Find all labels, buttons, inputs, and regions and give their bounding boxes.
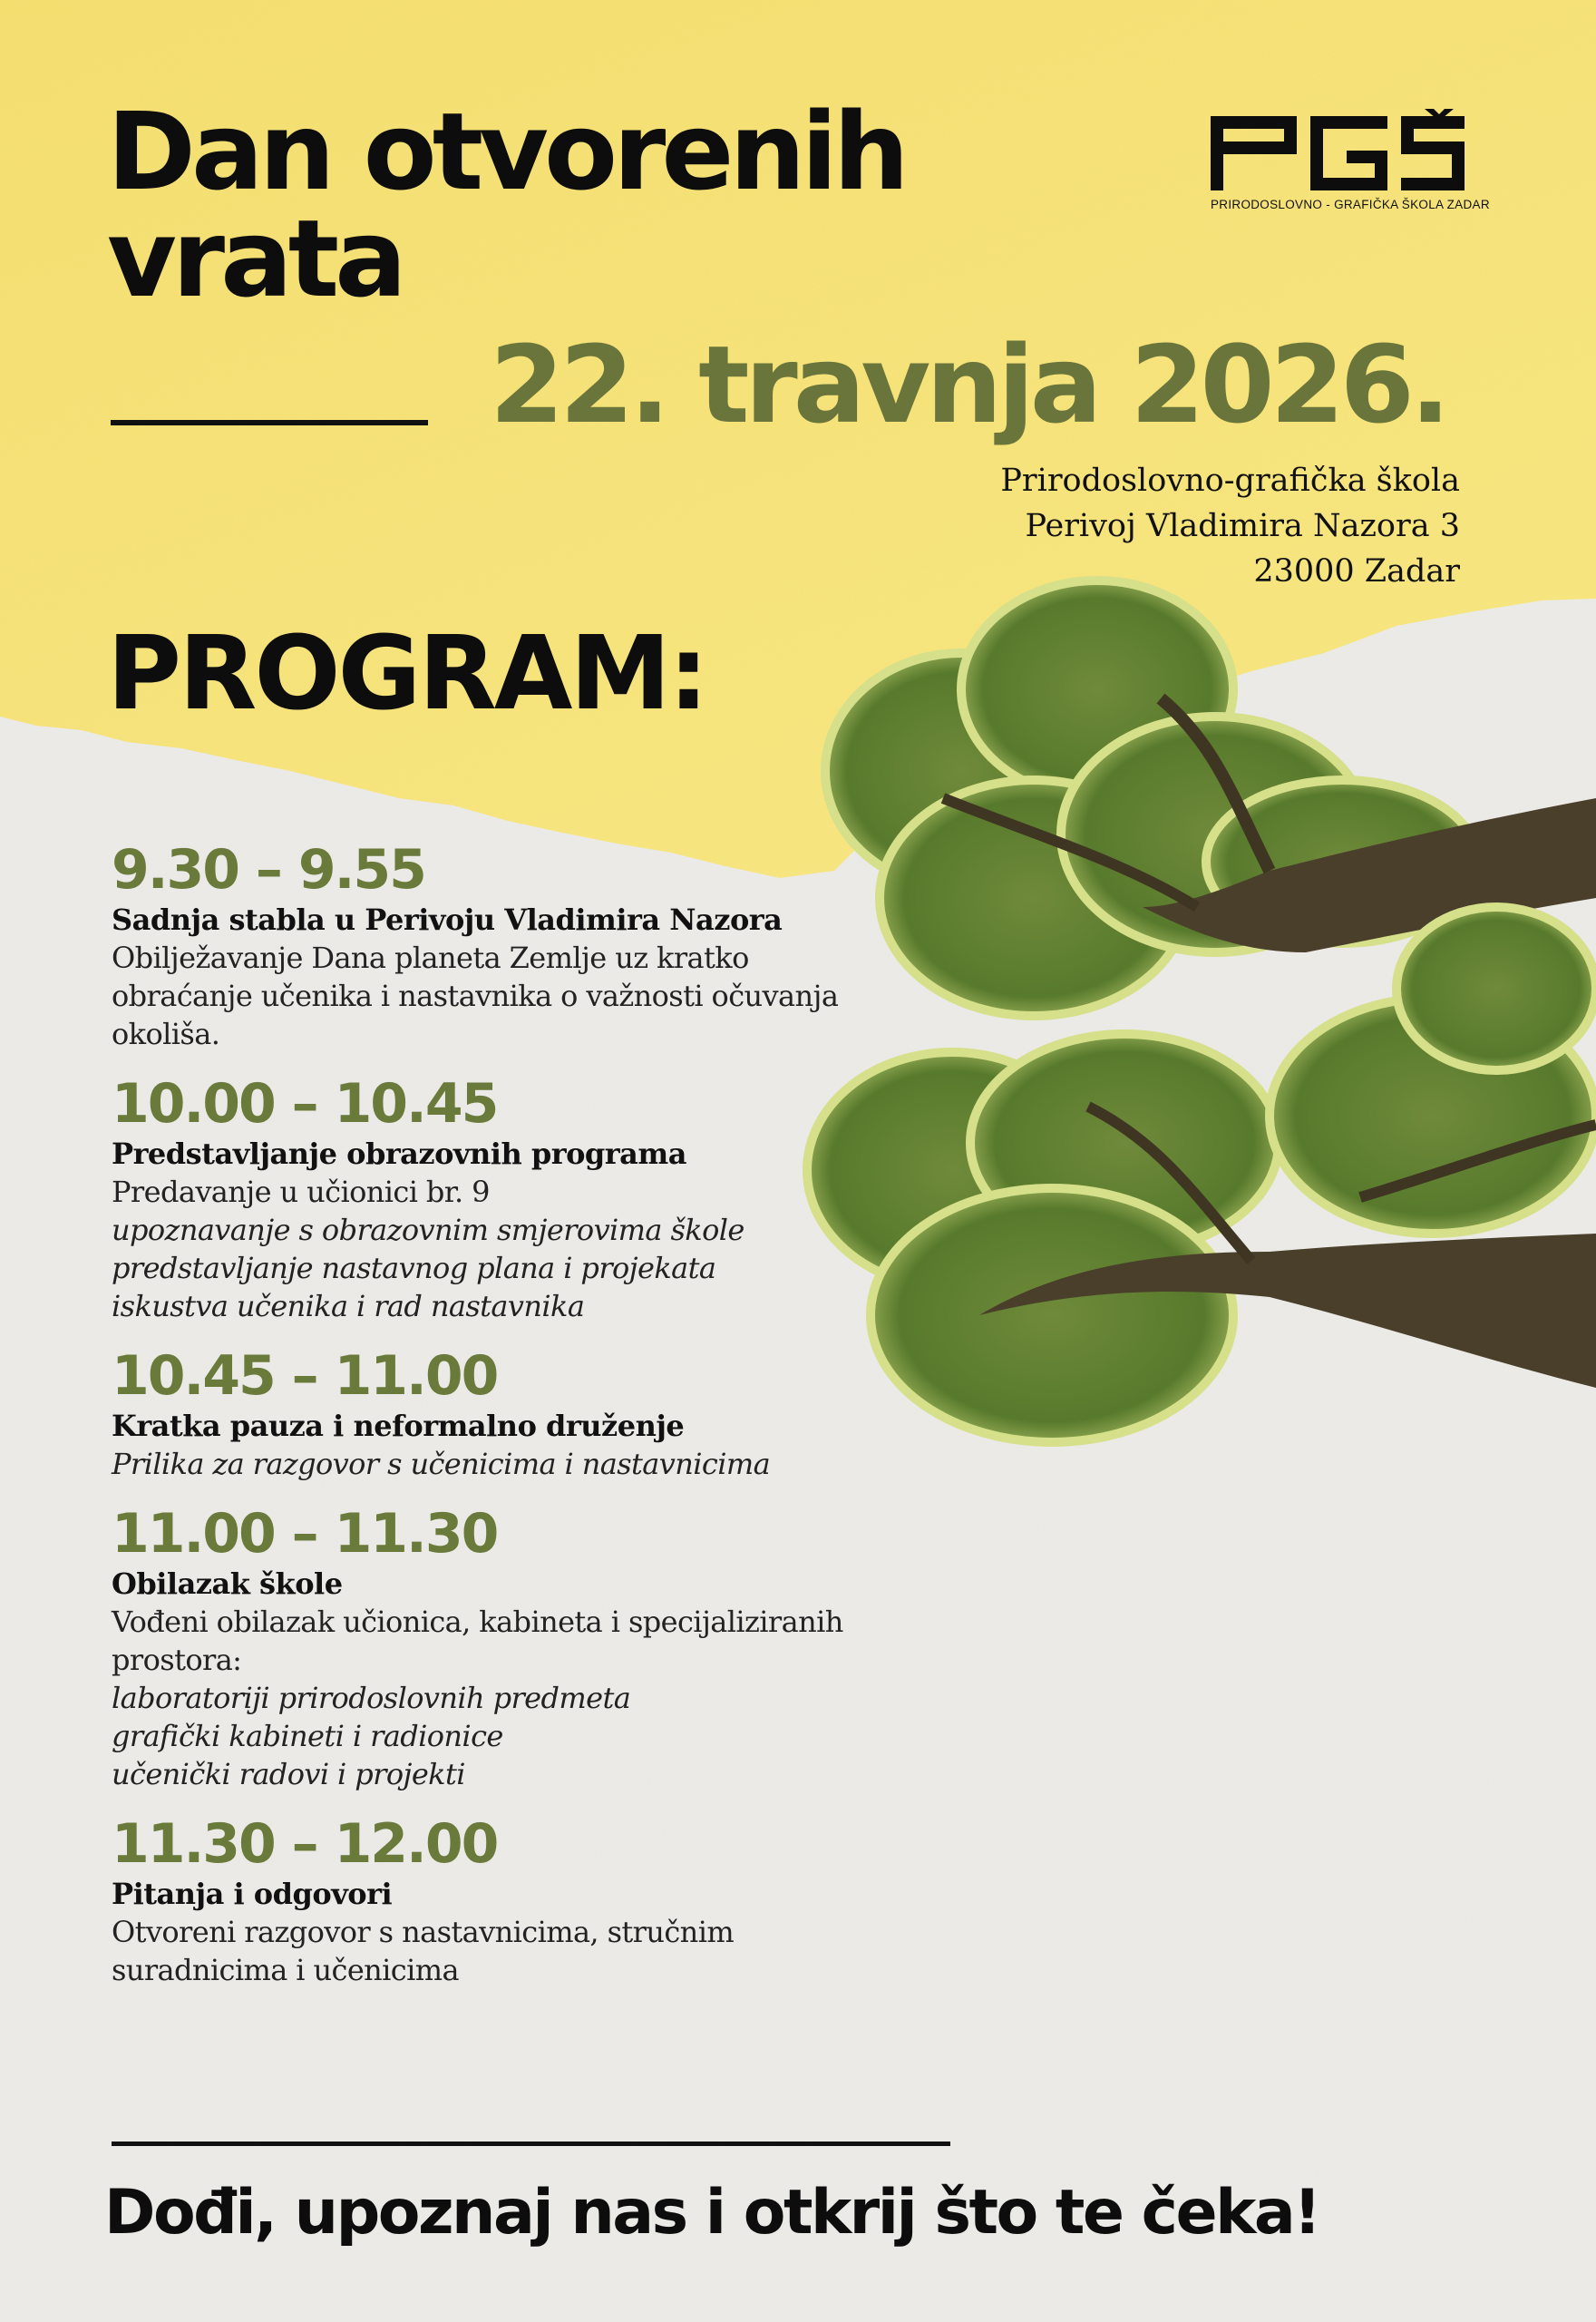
slot-title: Sadnja stabla u Perivoju Vladimira Nazora bbox=[112, 902, 783, 937]
slot-description-line: prostora: bbox=[112, 1643, 242, 1677]
address-city: 23000 Zadar bbox=[1253, 553, 1460, 590]
headline-line-2: vrata bbox=[107, 196, 403, 321]
address-street: Perivoj Vladimira Nazora 3 bbox=[1025, 508, 1460, 544]
headline-line-1: Dan otvorenih bbox=[107, 89, 905, 214]
slot-title: Obilazak škole bbox=[112, 1566, 343, 1601]
slot-time: 11.00 – 11.30 bbox=[112, 1502, 498, 1566]
slot-description-line: suradnicima i učenicima bbox=[112, 1953, 459, 1987]
schedule-slot bbox=[112, 1503, 928, 1793]
slot-title: Kratka pauza i neformalno druženje bbox=[112, 1409, 685, 1443]
footer-call-to-action: Dođi, upoznaj nas i otkrij što te čeka! bbox=[104, 2177, 1319, 2249]
slot-description-line: učenički radovi i projekti bbox=[112, 1757, 465, 1791]
slot-description-line: iskustva učenika i rad nastavnika bbox=[112, 1289, 585, 1323]
footer-divider bbox=[112, 2142, 950, 2146]
schedule-slot bbox=[112, 1813, 928, 1989]
slot-description-line: Vođeni obilazak učionica, kabineta i specijaliziranih bbox=[112, 1605, 843, 1639]
pgs-logo-icon bbox=[1211, 109, 1465, 190]
program-heading: PROGRAM: bbox=[107, 615, 706, 733]
slot-description-line: predstavljanje nastavnog plana i projekata bbox=[112, 1251, 716, 1285]
address-school-name: Prirodoslovno-grafička škola bbox=[1000, 463, 1460, 499]
headline-divider bbox=[111, 420, 428, 425]
slot-description-line: upoznavanje s obrazovnim smjerovima škole bbox=[112, 1213, 744, 1247]
slot-description-line: okoliša. bbox=[112, 1017, 220, 1051]
slot-title: Pitanja i odgovori bbox=[112, 1877, 393, 1911]
slot-description-line: grafički kabineti i radionice bbox=[112, 1719, 503, 1753]
slot-time: 9.30 – 9.55 bbox=[112, 838, 425, 902]
slot-description-line: obraćanje učenika i nastavnika o važnosti očuvanja bbox=[112, 979, 839, 1013]
schedule-slot bbox=[112, 839, 928, 1053]
slot-description-line: Prilika za razgovor s učenicima i nastavnicima bbox=[112, 1447, 771, 1481]
schedule-slot bbox=[112, 1345, 928, 1483]
event-date: 22. travnja 2026. bbox=[490, 322, 1446, 447]
slot-description-line: Predavanje u učionici br. 9 bbox=[112, 1175, 490, 1209]
slot-time: 10.00 – 10.45 bbox=[112, 1072, 498, 1136]
slot-time: 11.30 – 12.00 bbox=[112, 1812, 498, 1876]
logo-caption: PRIRODOSLOVNO - GRAFIČKA ŠKOLA ZADAR bbox=[1211, 198, 1490, 211]
slot-description-line: laboratoriji prirodoslovnih predmeta bbox=[112, 1681, 631, 1715]
slot-description-line: Otvoreni razgovor s nastavnicima, stručnim bbox=[112, 1915, 735, 1949]
schedule-slot bbox=[112, 1073, 928, 1325]
slot-description-line: Obilježavanje Dana planeta Zemlje uz kratko bbox=[112, 941, 749, 975]
slot-title: Predstavljanje obrazovnih programa bbox=[112, 1137, 686, 1171]
school-logo bbox=[1211, 109, 1490, 211]
program-schedule bbox=[112, 839, 928, 2009]
slot-time: 10.45 – 11.00 bbox=[112, 1344, 498, 1408]
event-headline bbox=[107, 89, 905, 321]
